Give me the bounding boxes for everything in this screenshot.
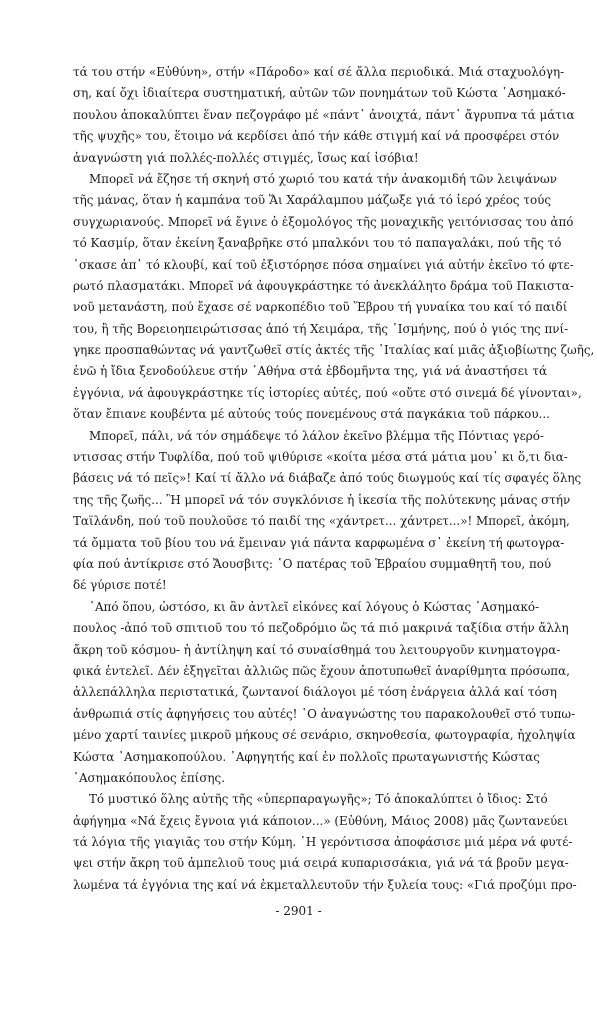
text-line: ἀναγνώστη γιά πολλές-πολλές στιγμές, ἴσως καί ἰσόβια!	[73, 150, 419, 165]
text-line: Μπορεῖ νά ἔζησε τή σκηνή στό χωριό του κατά τήν ἀνακομιδή τῶν λειψάνων	[89, 171, 557, 186]
text-line: ἀλλεπάλληλα περιστατικά, ζωντανοί διάλογοι μέ τόση ἐνάργεια ἀλλά καί τόση	[73, 685, 557, 700]
text-line: ἐγγόνια, νά ἀφουγκράστηκε τίς ἱστορίες αὐτές, πού «οὔτε στό σινεμά δέ γίνονται»,	[73, 385, 582, 400]
text-line: τό Κασμίρ, ὅταν ἐκείνη ξαναβρῆκε στό μπαλκόνι του τό παπαγαλάκι, πού τῆς τό	[73, 236, 562, 251]
text-line: Τό μυστικό ὅλης αὐτῆς τῆς «ὑπερπαραγωγῆς»; Τό ἀποκαλύπτει ὁ ἴδιος: Στό	[89, 792, 548, 807]
text-line: πουλου ἀποκαλύπτει ἕναν πεζογράφο μέ «πάντ᾽ ἀνοιχτά, πάντ᾽ ἄγρυπνα τά μάτια	[73, 107, 575, 122]
text-line: ᾽Από ὅπου, ὡστόσο, κι ἂν ἀντλεῖ εἰκόνες καί λόγους ὁ Κώστας ᾽Ασημακό-	[89, 599, 540, 614]
text-line: ρωτό πλασματάκι. Μπορεῖ νά ἀφουγκράστηκε τό ἀνεκλάλητο δράμα τοῦ Πακιστα-	[73, 278, 574, 293]
text-line: τά του στήν «Εὐθύνη», στήν «Πάροδο» καί σέ ἄλλα περιοδικά. Μιά σταχυολόγη-	[73, 65, 565, 79]
text-line: ἀφήγημα «Νά ἔχεις ἔγνοια γιά κάποιον...» (Εὐθύνη, Μάιος 2008) μᾶς ζωντανεύει	[73, 813, 568, 828]
paragraph	[73, 426, 582, 597]
text-line: τῆς μάνας, ὅταν ἡ καμπάνα τοῦ Ἅι Χαράλαμπου μάζωξε γιά τό ἱερό χρέος τούς	[73, 193, 551, 208]
text-line: Κώστα ᾽Ασημακοπούλου. ᾽Αφηγητής καί ἐν πολλοῖς πρωταγωνιστής Κώστας	[73, 749, 540, 764]
paragraph	[73, 597, 576, 790]
text-line: ἐνῶ ἡ ἴδια ξενοδούλευε στήν ᾽Αθήνα στά ἑβδομῆντα της, γιά νά ἀναστήσει τά	[73, 364, 547, 379]
text-line: νοῦ μετανάστη, πού ἔχασε σέ ναρκοπέδιο τοῦ Ἕβρου τή γυναίκα του καί τό παιδί	[73, 300, 568, 315]
text-line: δέ γύρισε ποτέ!	[73, 578, 167, 593]
text-line: βάσεις νά τό πεῖς»! Καί τί ἄλλο νά διάβαζε ἀπό τούς διωγμούς καί τίς σφαγές ὅλης	[73, 471, 582, 486]
text-line: λωμένα τά ἐγγόνια της καί νά ἐκμεταλλευτοῦν τήν ξυλεία τους: «Γιά προζύμι προ-	[73, 877, 577, 892]
text-line: ψει στήν ἄκρη τοῦ ἀμπελιοῦ τους μιά σειρά κυπαρισσάκια, γιά νά τά βροῦν μεγα-	[73, 856, 569, 871]
paragraph	[73, 169, 595, 426]
text-line: μένο χαρτί ταινίες μικροῦ μήκους σέ σενάριο, σκηνοθεσία, φωτογραφία, ἠχοληψία	[73, 728, 576, 743]
text-line: ντισσας στήν Τυφλίδα, πού τοῦ ψιθύρισε «κοίτα μέσα στά μάτια μου᾽ κι ὅ,τι δια-	[73, 450, 568, 465]
text-line: ᾽Ασημακόπουλος ἐπίσης.	[73, 770, 225, 785]
text-line: συγχωριανούς. Μπορεῖ νά ἔγινε ὁ ἐξομολόγος τῆς μοναχικῆς γειτόνισσας του ἀπό	[73, 214, 574, 229]
text-line: φικά ἐντελεῖ. Δέν ἐξηγεῖται ἀλλιῶς πῶς ἔχουν ἀποτυπωθεῖ ἀναρίθμητα πρόσωπα,	[73, 663, 570, 678]
text-line: γηκε προσπαθώντας νά γαντζωθεῖ στίς ἀκτές τῆς ᾽Ιταλίας καί μιᾶς ἀξιοβίωτης ζωῆς,	[73, 343, 595, 358]
text-line: ᾽σκασε ἀπ᾽ τό κλουβί, καί τοῦ ἐξιστόρησε πόσα σημαίνει γιά αὐτήν ἐκεῖνο τό φτε-	[73, 257, 574, 272]
text-line: ὅταν ἔπιανε κουβέντα μέ αὐτούς τούς πονεμένους στά παγκάκια τοῦ πάρκου...	[73, 407, 550, 422]
paragraph	[73, 789, 577, 896]
text-line: Ταϊλάνδη, πού τοῦ πουλοῦσε τό παιδί της «χάντρετ... χάντρετ...»! Μπορεῖ, ἀκόμη,	[73, 514, 570, 529]
text-line: τῆς ψυχῆς» του, ἕτοιμο νά κερδίσει ἀπό τήν κάθε στιγμή καί νά προσφέρει στόν	[73, 129, 560, 144]
text-line: τά λόγια τῆς γιαγιᾶς του στήν Κύμη. ῾Η γερόντισσα ἀποφάσισε μιά μέρα νά φυτέ-	[73, 835, 573, 850]
paragraph	[73, 62, 575, 169]
page-number: - 2901 -	[275, 904, 322, 918]
text-line: ση, καί ὄχι ἰδιαίτερα συστηματική, αὐτῶν τῶν πονημάτων τοῦ Κώστα ᾽Ασημακό-	[73, 86, 566, 101]
text-line: τά ὄμματα τοῦ βίου του νά ἔμειναν γιά πάντα καρφωμένα σ᾽ ἐκείνη τή φωτογρα-	[73, 535, 565, 550]
text-line: πουλος -ἀπό τοῦ σπιτιοῦ του τό πεζοδρόμιο ὥς τά πιό μακρινά ταξίδια στήν ἄλλη	[73, 621, 569, 636]
text-line: του, ἢ τῆς Βορειοηπειρώτισσας ἀπό τή Χειμάρα, τῆς ᾽Ισμήνης, πού ὁ γιός της πνί-	[73, 321, 569, 336]
text-line: ἄκρη τοῦ κόσμου- ἡ ἀντίληψη καί τό συναίσθημά του λειτουργοῦν κινηματογρα-	[73, 642, 561, 657]
text-line: Μπορεῖ, πάλι, νά τόν σημάδεψε τό λάλον ἐκεῖνο βλέμμα τῆς Πόντιας γερό-	[89, 428, 544, 443]
text-line: φία πού ἀντίκρισε στό Ἄουσβιτς: ῾Ο πατέρας τοῦ Ἑβραίου συμμαθητῆ του, πού	[73, 556, 552, 571]
body-text	[73, 62, 595, 896]
text-line: ἀνθρωπιά στίς ἀφηγήσεις του αὐτές! ῾Ο ἀναγνώστης του παρακολουθεῖ στό τυπω-	[73, 706, 576, 721]
text-line: της τῆς ζωῆς... Ἢ μπορεῖ νά τόν συγκλόνισε ἡ ἱκεσία τῆς πολύτεκνης μάνας στήν	[73, 492, 571, 507]
